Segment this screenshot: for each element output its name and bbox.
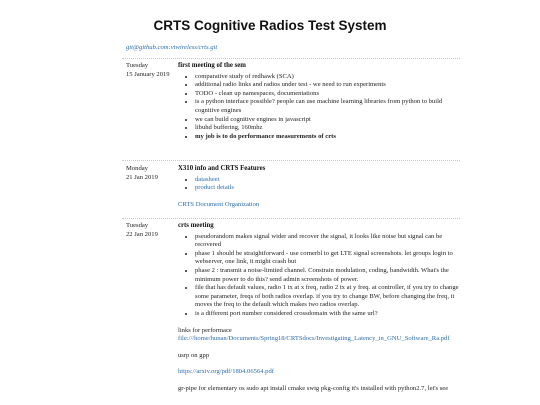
list-item: • file that has default values, radio 1 tx at x freq, radio 2 tx at y freq. at controller, if you try to change some parameter, freqs of both radios overlap. if you try to change BW, before changing the freq, it moves the freq to the default which makes two radios overlap. xyxy=(195,284,468,310)
entry-content xyxy=(178,165,468,209)
list-item: • we can build cognitive engines in javascript xyxy=(195,116,468,125)
repo-link[interactable]: git@github.com:vtwireless/crts.git xyxy=(126,44,218,51)
entry-day: Monday xyxy=(126,165,148,172)
product-details-link[interactable]: product details xyxy=(195,184,235,192)
list-item: • libuhd buffering, 160mhz xyxy=(195,124,468,133)
entry-heading: crts meeting xyxy=(178,222,214,229)
divider xyxy=(122,160,460,161)
list-item: • is a python interface possible? people can use machine learning libraries from python to build cognitive engines xyxy=(195,98,468,115)
usrp-label: usrp on gpp xyxy=(178,351,210,359)
list-item xyxy=(195,176,468,185)
divider xyxy=(122,218,460,219)
entry-heading: first meeting of the sem xyxy=(178,62,246,69)
tail-text: gr-pipe for elementary os sudo apt install cmake swig pkg-config it's installed with python2.7, let's see xyxy=(178,384,449,392)
entry-list xyxy=(178,176,468,193)
list-item: • phase 2 : transmit a noise-limited channel. Constrain modulation, coding, bandwidth. What's the minimum power to do this? send admin screenshots of power. xyxy=(195,267,468,284)
entry-content xyxy=(178,222,468,394)
entry-date xyxy=(126,62,170,79)
entry-date xyxy=(126,165,158,182)
page-title: CRTS Cognitive Radios Test System xyxy=(153,18,387,33)
performance-pdf-link[interactable]: file:///home/hunan/Documents/Spring18/CRTSdocs/Investigating_Latency_in_GNU_Software_Ra.pdf xyxy=(178,335,450,343)
entry-list xyxy=(178,233,468,319)
divider xyxy=(122,58,460,59)
list-item: • comparative study of redhawk (SCA) xyxy=(195,73,468,82)
list-item: • TODO - clean up namespaces, documentations xyxy=(195,90,468,99)
entry-day: Tuesday xyxy=(126,62,149,69)
list-item: • additional radio links and radios under test - we need to run experiments xyxy=(195,81,468,90)
entry-date-text: 21 Jan 2019 xyxy=(126,173,158,181)
list-item: • is a different port number considered crossdomain with the same url? xyxy=(195,310,468,319)
list-item xyxy=(195,184,468,193)
entry-content xyxy=(178,62,468,141)
list-item: • pseudorandom makes signal wider and recover the signal, it looks like noise but signal can be recovered xyxy=(195,233,468,250)
entry-date-text: 22 Jan 2019 xyxy=(126,230,158,238)
datasheet-link[interactable]: datasheet xyxy=(195,175,220,183)
list-item: • phase 1 should be straightforward - use cornerbl to get LTE signal screenshots. let groups login to webserver, one link, it might crash but xyxy=(195,250,468,267)
entry-heading: X310 info and CRTS Features xyxy=(178,165,266,172)
crts-document-organization-link[interactable]: CRTS Document Organization xyxy=(178,200,260,208)
list-item: • my job is to do performance measurements of crts xyxy=(195,133,468,142)
entry-date-text: 15 January 2019 xyxy=(126,70,170,78)
entry-list xyxy=(178,73,468,142)
arxiv-link[interactable]: https://arxiv.org/pdf/1804.06564.pdf xyxy=(178,368,274,376)
links-label: links for performace xyxy=(178,326,232,334)
entry-day: Tuesday xyxy=(126,222,149,229)
entry-date xyxy=(126,222,158,239)
